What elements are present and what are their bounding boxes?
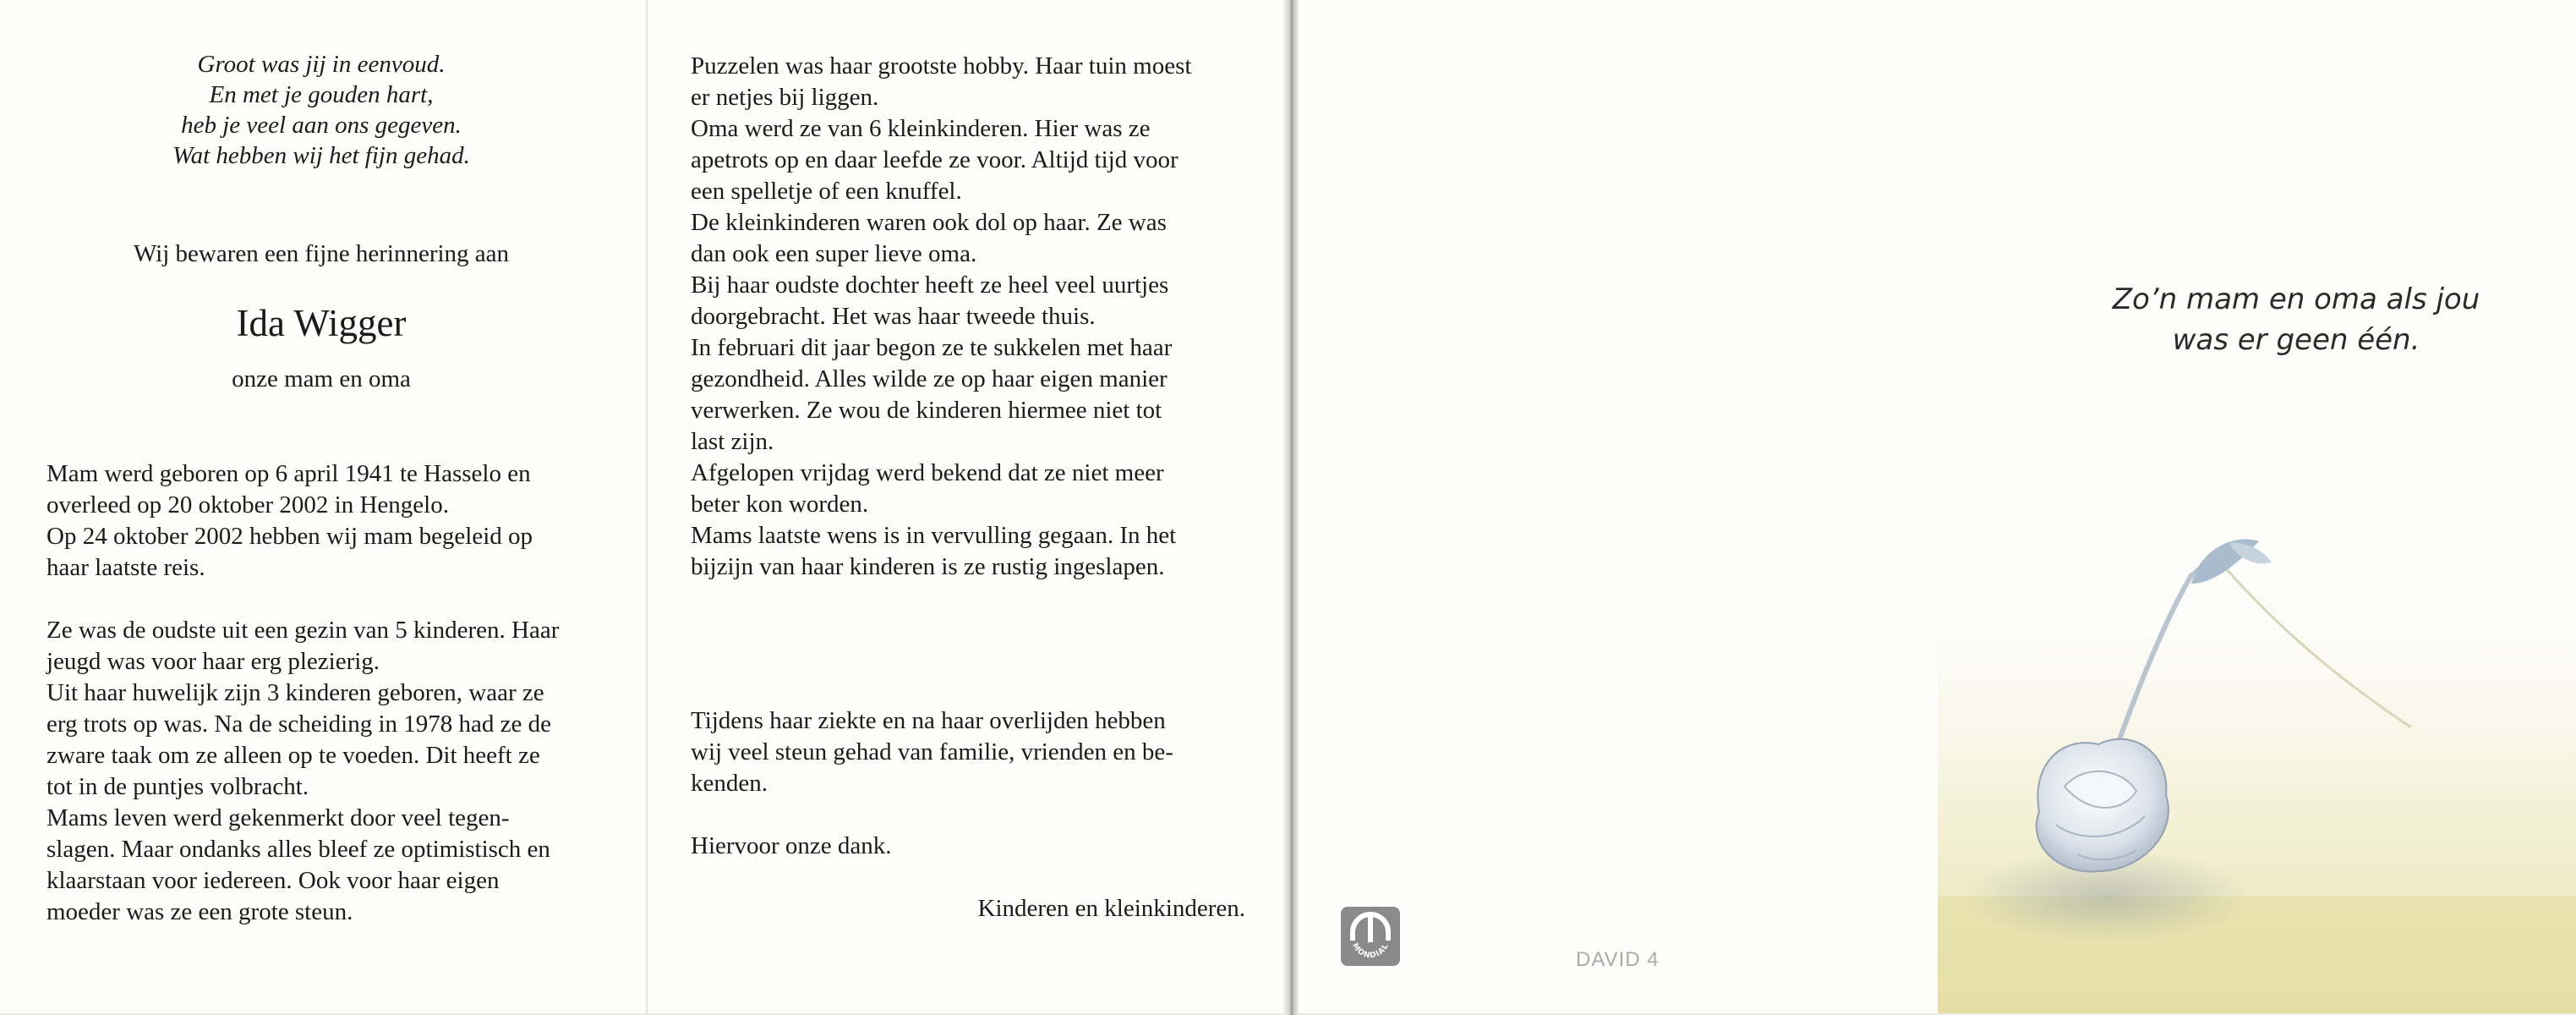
story-line: last zijn. bbox=[691, 428, 774, 455]
bio-line: Ze was de oudste uit een gezin van 5 kinderen. Haar bbox=[46, 617, 560, 644]
signoff: Kinderen en kleinkinderen. bbox=[977, 895, 1245, 922]
story-line: bijzijn van haar kinderen is ze rustig ingeslapen. bbox=[691, 553, 1165, 580]
story-line: Afgelopen vrijdag werd bekend dat ze niet meer bbox=[691, 459, 1164, 486]
svg-text:MONDIAL: MONDIAL bbox=[1350, 941, 1391, 961]
story-line: In februari dit jaar begon ze te sukkelen met haar bbox=[691, 334, 1173, 361]
story-line: gezondheid. Alles wilde ze op haar eigen manier bbox=[691, 365, 1168, 392]
story-line: Puzzelen was haar grootste hobby. Haar tuin moest bbox=[691, 52, 1192, 80]
poem-line: En met je gouden hart, bbox=[209, 81, 434, 108]
thanks-line: kenden. bbox=[691, 770, 768, 797]
life-story bbox=[691, 51, 1245, 583]
deceased-name: Ida Wigger bbox=[236, 302, 407, 344]
bio-line: slagen. Maar ondanks alles bleef ze optimistisch en bbox=[46, 836, 550, 863]
bio-line: zware taak om ze alleen op te voeden. Dit heeft ze bbox=[46, 742, 540, 769]
verse-line: was er geen één. bbox=[2172, 323, 2420, 357]
story-line: beter kon worden. bbox=[691, 491, 869, 518]
back-cover bbox=[1299, 0, 1938, 1013]
biography bbox=[46, 458, 601, 928]
card-code: DAVID 4 bbox=[1576, 948, 1660, 971]
bio-line: Op 24 oktober 2002 hebben wij mam begeleid op bbox=[46, 523, 533, 550]
story-line: De kleinkinderen waren ook dol op haar. Ze was bbox=[691, 209, 1167, 236]
memorial-poem bbox=[101, 49, 541, 171]
bio-line: tot in de puntjes volbracht. bbox=[46, 773, 309, 800]
intro-text: Wij bewaren een fijne herinnering aan bbox=[133, 240, 510, 267]
story-line: er netjes bij liggen. bbox=[691, 84, 879, 111]
thanks-closing: Hiervoor onze dank. bbox=[691, 832, 892, 859]
bio-line: jeugd was voor haar erg plezierig. bbox=[46, 648, 380, 675]
mondial-logo bbox=[1341, 907, 1400, 966]
thanks-line: wij veel steun gehad van familie, vrienden en be- bbox=[691, 738, 1173, 765]
bio-line: haar laatste reis. bbox=[46, 554, 205, 581]
verse-line: Zo’n mam en oma als jou bbox=[2112, 283, 2480, 316]
story-line: doorgebracht. Het was haar tweede thuis. bbox=[691, 303, 1096, 330]
bio-line: klaarstaan voor iedereen. Ook voor haar eigen bbox=[46, 867, 500, 894]
bio-line: moeder was ze een grote steun. bbox=[46, 898, 353, 925]
story-line: Oma werd ze van 6 kleinkinderen. Hier was ze bbox=[691, 115, 1151, 142]
story-line: apetrots op en daar leefde ze voor. Altijd tijd voor bbox=[691, 146, 1179, 173]
subtitle: onze mam en oma bbox=[232, 365, 411, 392]
story-line: Mams laatste wens is in vervulling gegaan. In het bbox=[691, 522, 1177, 549]
thanks-paragraph bbox=[691, 705, 1245, 862]
poem-line: Wat hebben wij het fijn gehad. bbox=[172, 142, 470, 169]
story-line: Bij haar oudste dochter heeft ze heel veel uurtjes bbox=[691, 272, 1169, 299]
story-line: verwerken. Ze wou de kinderen hiermee niet tot bbox=[691, 397, 1162, 424]
inside-left-page bbox=[0, 0, 646, 1013]
poem-line: Groot was jij in eenvoud. bbox=[197, 51, 446, 78]
bio-line: Mam werd geboren op 6 april 1941 te Hasselo en bbox=[46, 460, 531, 487]
bio-line: erg trots op was. Na de scheiding in 1978 had ze de bbox=[46, 710, 552, 738]
cover-verse bbox=[2043, 279, 2550, 360]
front-cover bbox=[1938, 0, 2576, 1013]
mondial-logo-icon bbox=[1341, 907, 1400, 966]
card-fold-shadow bbox=[1283, 0, 1299, 1015]
story-line: een spelletje of een knuffel. bbox=[691, 178, 962, 205]
inside-right-page bbox=[648, 0, 1283, 1013]
bio-line: Mams leven werd gekenmerkt door veel tegen- bbox=[46, 804, 510, 831]
thanks-line: Tijdens haar ziekte en na haar overlijden hebben bbox=[691, 707, 1166, 734]
bio-line: Uit haar huwelijk zijn 3 kinderen geboren, waar ze bbox=[46, 679, 544, 706]
story-line: dan ook een super lieve oma. bbox=[691, 240, 977, 267]
white-rose-icon bbox=[1938, 0, 2576, 1013]
poem-line: heb je veel aan ons gegeven. bbox=[181, 112, 462, 139]
bio-line: overleed op 20 oktober 2002 in Hengelo. bbox=[46, 491, 449, 518]
